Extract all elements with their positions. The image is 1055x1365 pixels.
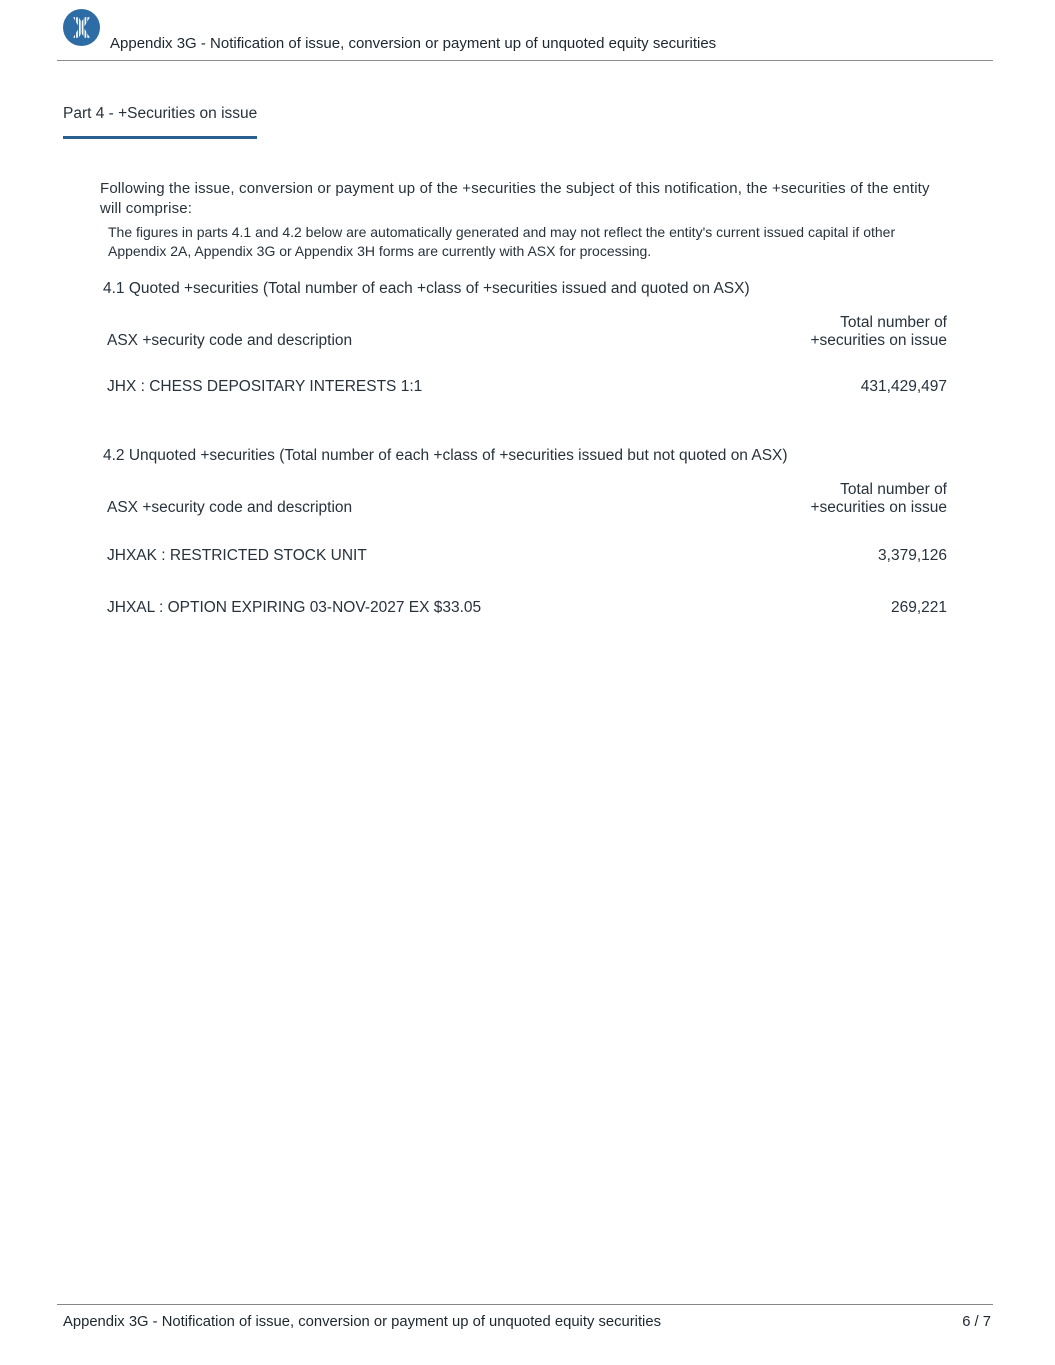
security-code: JHX : CHESS DEPOSITARY INTERESTS 1:1 bbox=[107, 378, 423, 395]
security-code: JHXAL : OPTION EXPIRING 03-NOV-2027 EX $33.05 bbox=[107, 599, 482, 616]
column-header-total-line2: +securities on issue bbox=[810, 498, 947, 516]
table-4-1-header-row bbox=[107, 314, 947, 349]
column-header-security-code: ASX +security code and description bbox=[107, 331, 353, 349]
column-header-total-line1: Total number of bbox=[840, 481, 947, 498]
security-total: 3,379,126 bbox=[878, 547, 947, 564]
page-indicator: 6 / 7 bbox=[962, 1314, 991, 1330]
auto-generated-note: The figures in parts 4.1 and 4.2 below are automatically generated and may not reflect the entity's current issued capital if other Appendix 2A, Appendix 3G or Appendix 3H forms are currently with ASX for processing. bbox=[108, 224, 896, 259]
asx-logo-icon bbox=[63, 9, 100, 46]
document-title: Appendix 3G - Notification of issue, conversion or payment up of unquoted equity securities bbox=[110, 35, 717, 52]
section-4-1-heading: 4.1 Quoted +securities (Total number of each +class of +securities issued and quoted on ASX) bbox=[103, 280, 750, 297]
security-total: 431,429,497 bbox=[860, 378, 947, 395]
security-total: 269,221 bbox=[890, 599, 947, 616]
column-header-total-line1: Total number of bbox=[840, 314, 947, 331]
intro-paragraph: Following the issue, conversion or payment up of the +securities the subject of this notification, the +securities of the entity will comprise: bbox=[100, 180, 930, 217]
column-header-total bbox=[810, 314, 947, 349]
section-4-2-heading: 4.2 Unquoted +securities (Total number of each +class of +securities issued but not quoted on ASX) bbox=[103, 447, 788, 464]
part-4-heading-underline bbox=[63, 136, 257, 139]
part-4-heading: Part 4 - +Securities on issue bbox=[63, 105, 258, 122]
column-header-total-line2: +securities on issue bbox=[810, 331, 947, 349]
security-code: JHXAK : RESTRICTED STOCK UNIT bbox=[107, 547, 367, 564]
table-row bbox=[107, 547, 947, 565]
header-divider bbox=[57, 60, 993, 61]
column-header-security-code: ASX +security code and description bbox=[107, 498, 353, 516]
table-row bbox=[107, 378, 947, 396]
column-header-total bbox=[810, 481, 947, 516]
footer-document-title: Appendix 3G - Notification of issue, conversion or payment up of unquoted equity securities bbox=[63, 1314, 661, 1330]
footer-divider bbox=[57, 1304, 993, 1305]
table-4-2-header-row bbox=[107, 481, 947, 516]
table-row bbox=[107, 599, 947, 617]
